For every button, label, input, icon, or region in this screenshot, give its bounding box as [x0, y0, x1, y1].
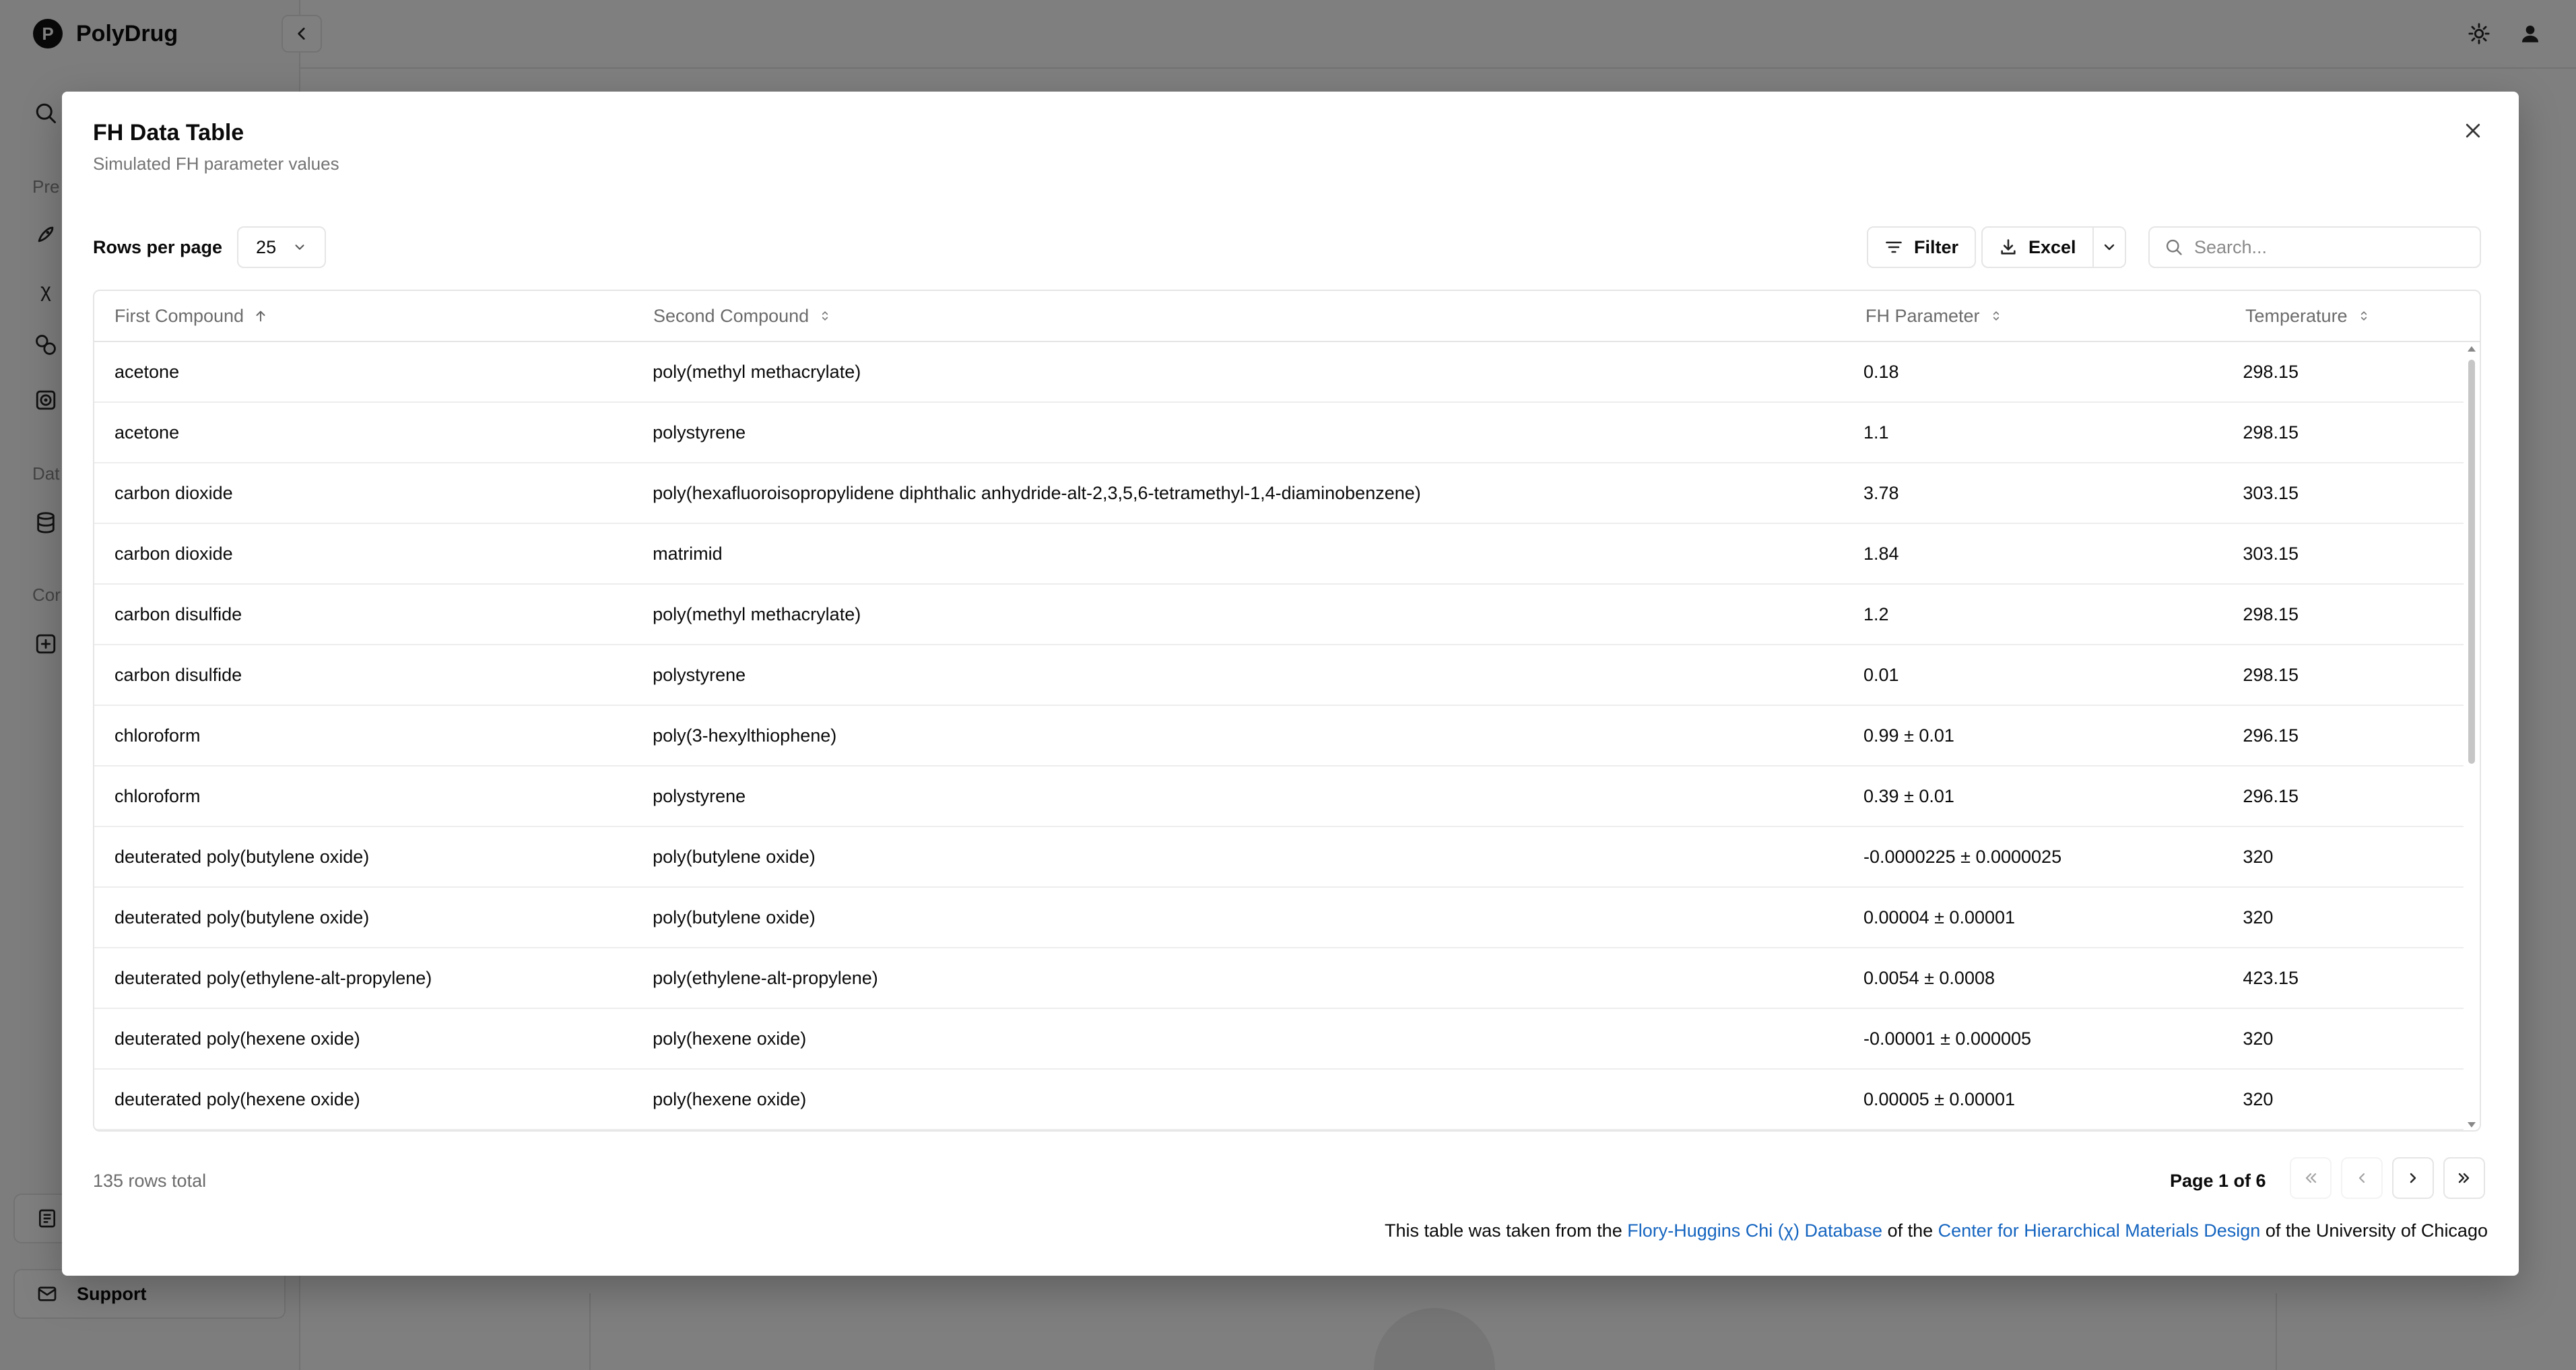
table-row[interactable]: [94, 948, 2464, 1009]
cell-second-compound: poly(methyl methacrylate): [653, 361, 861, 382]
cell-temperature: 298.15: [2243, 422, 2299, 443]
cell-first-compound: acetone: [114, 422, 180, 443]
sort-icon: [818, 308, 832, 323]
cell-second-compound: poly(methyl methacrylate): [653, 604, 861, 624]
cell-fh-parameter: 0.00005 ± 0.00001: [1863, 1088, 2016, 1109]
dialog-subtitle: Simulated FH parameter values: [93, 154, 339, 174]
cell-temperature: 423.15: [2243, 967, 2299, 988]
table-row[interactable]: [94, 585, 2464, 645]
scroll-down-arrow[interactable]: [2468, 1122, 2476, 1128]
close-button[interactable]: [2454, 112, 2492, 150]
first-page-button[interactable]: [2290, 1157, 2332, 1199]
cell-fh-parameter: 0.99 ± 0.01: [1863, 725, 1954, 746]
cell-temperature: 296.15: [2243, 785, 2299, 806]
chevrons-right-icon: [2456, 1170, 2472, 1186]
cell-fh-parameter: 1.84: [1863, 543, 1899, 564]
cell-temperature: 320: [2243, 846, 2274, 867]
search-input[interactable]: [2194, 237, 2464, 258]
table-row[interactable]: [94, 524, 2464, 585]
cell-temperature: 320: [2243, 1088, 2274, 1109]
rows-per-page: [93, 226, 326, 268]
filter-button[interactable]: [1867, 226, 1976, 268]
chevron-down-icon: [2101, 239, 2117, 255]
table-row[interactable]: [94, 827, 2464, 888]
scroll-up-arrow[interactable]: [2468, 346, 2476, 352]
cell-second-compound: poly(butylene oxide): [653, 907, 816, 927]
table-header: [94, 291, 2480, 342]
chi-database-link[interactable]: Flory-Huggins Chi (χ) Database: [1627, 1220, 1883, 1241]
cell-second-compound: polystyrene: [653, 785, 746, 806]
page-info: Page 1 of 6: [2170, 1171, 2266, 1191]
cell-temperature: 320: [2243, 1028, 2274, 1049]
cell-first-compound: deuterated poly(ethylene-alt-propylene): [114, 967, 432, 988]
attribution-prefix: This table was taken from the: [1385, 1220, 1622, 1241]
table-row[interactable]: [94, 706, 2464, 766]
cell-second-compound: poly(hexene oxide): [653, 1028, 807, 1049]
excel-export-button[interactable]: [1983, 228, 2094, 267]
cell-first-compound: deuterated poly(butylene oxide): [114, 907, 370, 927]
cell-first-compound: deuterated poly(hexene oxide): [114, 1088, 360, 1109]
cell-second-compound: polystyrene: [653, 422, 746, 443]
cell-first-compound: acetone: [114, 361, 180, 382]
cell-fh-parameter: -0.00001 ± 0.000005: [1863, 1028, 2032, 1049]
cell-first-compound: deuterated poly(hexene oxide): [114, 1028, 360, 1049]
chevron-down-icon: [292, 240, 307, 255]
cell-temperature: 298.15: [2243, 361, 2299, 382]
cell-first-compound: carbon disulfide: [114, 664, 242, 685]
cell-temperature: 296.15: [2243, 725, 2299, 746]
last-page-button[interactable]: [2443, 1157, 2485, 1199]
cell-temperature: 303.15: [2243, 543, 2299, 564]
column-label: Temperature: [2245, 305, 2348, 326]
table-row[interactable]: [94, 342, 2464, 403]
chevron-left-icon: [2354, 1170, 2370, 1186]
rows-per-page-value: 25: [256, 236, 277, 257]
close-icon: [2463, 121, 2483, 141]
column-header-fh-parameter[interactable]: [1845, 291, 2225, 341]
cell-second-compound: poly(ethylene-alt-propylene): [653, 967, 878, 988]
cell-second-compound: poly(hexafluoroisopropylidene diphthalic anhydride-alt-2,3,5,6-tetramethyl-1,4-diaminobenzene): [653, 482, 1421, 503]
cell-fh-parameter: 1.1: [1863, 422, 1889, 443]
fh-table: [93, 290, 2481, 1132]
cell-fh-parameter: 0.01: [1863, 664, 1899, 685]
column-label: Second Compound: [653, 305, 810, 326]
column-header-second-compound[interactable]: [633, 291, 1845, 341]
cell-first-compound: chloroform: [114, 725, 201, 746]
cell-first-compound: chloroform: [114, 785, 201, 806]
table-row[interactable]: [94, 766, 2464, 827]
table-row[interactable]: [94, 403, 2464, 463]
fh-data-table-dialog: [62, 92, 2519, 1276]
column-label: FH Parameter: [1865, 305, 1980, 326]
scrollbar-thumb[interactable]: [2468, 360, 2475, 764]
table-body: [94, 342, 2480, 1130]
sort-ascending-icon: [253, 308, 268, 323]
cell-temperature: 303.15: [2243, 482, 2299, 503]
rows-total: 135 rows total: [93, 1171, 207, 1191]
cell-temperature: 298.15: [2243, 604, 2299, 624]
cell-temperature: 320: [2243, 907, 2274, 927]
cell-first-compound: deuterated poly(butylene oxide): [114, 846, 370, 867]
cell-second-compound: poly(butylene oxide): [653, 846, 816, 867]
table-row[interactable]: [94, 888, 2464, 948]
cell-fh-parameter: 0.0054 ± 0.0008: [1863, 967, 1995, 988]
filter-label: Filter: [1914, 236, 1959, 257]
cell-first-compound: carbon disulfide: [114, 604, 242, 624]
table-row[interactable]: [94, 1009, 2464, 1070]
cell-fh-parameter: 3.78: [1863, 482, 1899, 503]
table-row[interactable]: [94, 463, 2464, 524]
column-header-temperature[interactable]: [2225, 291, 2466, 341]
search-icon: [2165, 238, 2183, 257]
cell-first-compound: carbon dioxide: [114, 482, 233, 503]
dialog-title: FH Data Table: [93, 120, 244, 145]
filter-icon: [1884, 238, 1903, 257]
sort-icon: [1989, 308, 2003, 323]
column-header-first-compound[interactable]: [94, 291, 633, 341]
chevrons-left-icon: [2303, 1170, 2319, 1186]
chimad-link[interactable]: Center for Hierarchical Materials Design: [1938, 1220, 2261, 1241]
cell-temperature: 298.15: [2243, 664, 2299, 685]
cell-second-compound: poly(3-hexylthiophene): [653, 725, 837, 746]
table-row[interactable]: [94, 645, 2464, 706]
search-field[interactable]: [2148, 226, 2481, 268]
attribution-suffix: of the University of Chicago: [2265, 1220, 2488, 1241]
cell-second-compound: matrimid: [653, 543, 723, 564]
excel-export-group: [1981, 226, 2126, 268]
cell-fh-parameter: 0.39 ± 0.01: [1863, 785, 1954, 806]
cell-first-compound: carbon dioxide: [114, 543, 233, 564]
cell-fh-parameter: 0.00004 ± 0.00001: [1863, 907, 2016, 927]
cell-second-compound: poly(hexene oxide): [653, 1088, 807, 1109]
rows-per-page-label: Rows per page: [93, 236, 223, 257]
cell-fh-parameter: 1.2: [1863, 604, 1889, 624]
export-format-dropdown[interactable]: [2094, 228, 2125, 267]
column-label: First Compound: [114, 305, 244, 326]
source-attribution: [1385, 1220, 2488, 1241]
previous-page-button[interactable]: [2341, 1157, 2383, 1199]
cell-fh-parameter: -0.0000225 ± 0.0000025: [1863, 846, 2062, 867]
rows-per-page-select[interactable]: [237, 226, 326, 268]
download-icon: [1999, 238, 2018, 257]
table-row[interactable]: [94, 1070, 2464, 1130]
attribution-middle: of the: [1887, 1220, 1934, 1241]
table-scrollbar[interactable]: [2465, 344, 2478, 1130]
cell-fh-parameter: 0.18: [1863, 361, 1899, 382]
chevron-right-icon: [2405, 1170, 2421, 1186]
cell-second-compound: polystyrene: [653, 664, 746, 685]
sort-icon: [2357, 308, 2371, 323]
excel-label: Excel: [2028, 236, 2076, 257]
next-page-button[interactable]: [2392, 1157, 2434, 1199]
